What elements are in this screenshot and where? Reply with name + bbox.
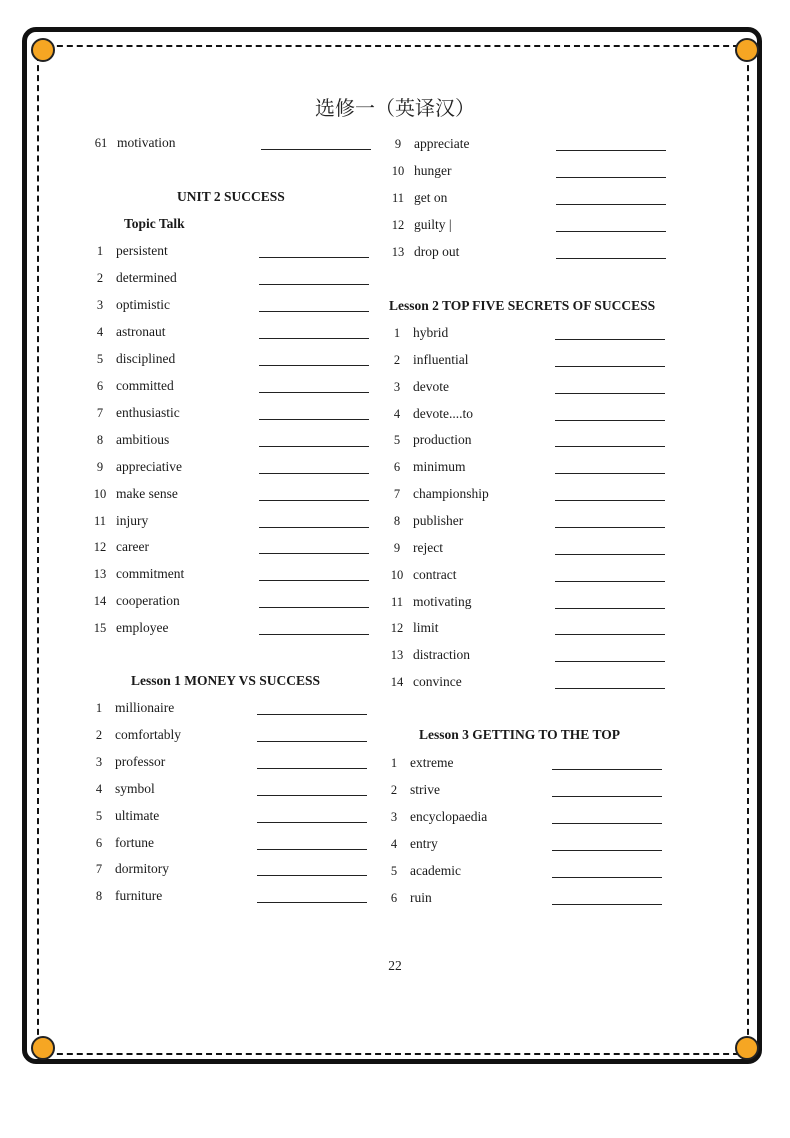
vocab-word: influential [413, 351, 469, 367]
vocab-word: motivation [117, 135, 176, 150]
item-number: 13 [390, 648, 404, 663]
item-number: 4 [393, 406, 401, 421]
answer-blank[interactable] [552, 769, 662, 770]
item-number: 12 [390, 621, 404, 636]
answer-blank[interactable] [259, 257, 369, 258]
item-number: 1 [95, 701, 103, 715]
vocab-word: enthusiastic [116, 404, 180, 420]
vocab-word: motivating [413, 593, 472, 609]
item-number: 10 [391, 164, 405, 178]
answer-blank[interactable] [556, 150, 666, 151]
item-number: 4 [95, 781, 103, 796]
answer-blank[interactable] [555, 581, 665, 582]
item-number: 2 [390, 782, 398, 797]
page-number: 22 [388, 958, 402, 973]
item-number: 10 [93, 486, 107, 501]
item-number: 4 [390, 836, 398, 851]
vocab-word: contract [413, 566, 457, 582]
vocab-word: drop out [414, 244, 460, 259]
vocab-word: disciplined [116, 350, 176, 366]
vocab-word: encyclopaedia [410, 808, 488, 824]
item-number: 2 [393, 352, 401, 367]
answer-blank[interactable] [257, 849, 367, 850]
item-number: 11 [391, 191, 405, 205]
answer-blank[interactable] [552, 877, 662, 878]
item-number: 2 [96, 270, 104, 285]
item-number: 11 [390, 594, 404, 609]
corner-dot-icon [735, 1036, 759, 1060]
vocab-word: employee [116, 620, 169, 636]
answer-blank[interactable] [555, 688, 665, 689]
answer-blank[interactable] [555, 473, 665, 474]
answer-blank[interactable] [552, 904, 662, 905]
answer-blank[interactable] [555, 366, 665, 367]
answer-blank[interactable] [259, 580, 369, 581]
vocab-word: publisher [413, 512, 464, 528]
answer-blank[interactable] [257, 795, 367, 796]
vocab-word: ultimate [115, 807, 160, 823]
topic-heading: Topic Talk [124, 216, 185, 231]
vocab-word: get on [414, 190, 448, 205]
vocab-word: cooperation [116, 593, 180, 609]
answer-blank[interactable] [259, 553, 369, 554]
vocab-word: millionaire [115, 700, 175, 715]
vocab-word: injury [116, 512, 149, 528]
answer-blank[interactable] [257, 875, 367, 876]
answer-blank[interactable] [259, 634, 369, 635]
unit-heading: UNIT 2 SUCCESS [177, 189, 285, 204]
vocab-word: appreciate [414, 136, 470, 151]
vocab-word: persistent [116, 243, 168, 258]
item-number: 5 [390, 863, 398, 878]
answer-blank[interactable] [259, 527, 369, 528]
answer-blank[interactable] [259, 500, 369, 501]
answer-blank[interactable] [555, 339, 665, 340]
item-number: 4 [96, 324, 104, 339]
item-number: 9 [394, 137, 402, 151]
page-title: 选修一（英译汉） [315, 96, 475, 120]
item-number: 1 [393, 326, 401, 340]
item-number: 7 [393, 487, 401, 502]
answer-blank[interactable] [556, 231, 666, 232]
answer-blank[interactable] [259, 607, 369, 608]
lesson3-heading: Lesson 3 GETTING TO THE TOP [419, 727, 620, 742]
vocab-word: fortune [115, 834, 154, 850]
item-number: 7 [95, 862, 103, 877]
item-number: 13 [391, 245, 405, 259]
item-number: 13 [93, 567, 107, 582]
item-number: 11 [93, 513, 107, 528]
item-number: 61 [94, 136, 108, 150]
vocab-word: devote....to [413, 405, 473, 421]
answer-blank[interactable] [555, 500, 665, 501]
vocab-word: championship [413, 486, 489, 502]
vocab-word: dormitory [115, 861, 169, 877]
item-number: 12 [391, 218, 405, 232]
vocab-word: symbol [115, 780, 155, 796]
item-number: 14 [390, 675, 404, 690]
vocab-word: commitment [116, 566, 185, 582]
item-number: 8 [393, 513, 401, 528]
answer-blank[interactable] [261, 149, 371, 150]
vocab-word: ruin [410, 889, 432, 905]
item-number: 15 [93, 621, 107, 636]
answer-blank[interactable] [556, 258, 666, 259]
answer-blank[interactable] [555, 446, 665, 447]
vocab-word: ambitious [116, 431, 170, 447]
answer-blank[interactable] [556, 177, 666, 178]
answer-blank[interactable] [259, 311, 369, 312]
vocab-word: hybrid [413, 325, 449, 340]
vocab-word: determined [116, 269, 177, 285]
vocab-word: academic [410, 862, 461, 878]
answer-blank[interactable] [555, 661, 665, 662]
item-number: 3 [95, 754, 103, 769]
corner-dot-icon [735, 38, 759, 62]
answer-blank[interactable] [555, 608, 665, 609]
item-number: 8 [96, 432, 104, 447]
answer-blank[interactable] [555, 420, 665, 421]
answer-blank[interactable] [555, 554, 665, 555]
vocab-word: guilty | [414, 217, 452, 232]
answer-blank[interactable] [259, 473, 369, 474]
answer-blank[interactable] [259, 365, 369, 366]
answer-blank[interactable] [555, 527, 665, 528]
vocab-word: strive [410, 781, 440, 797]
item-number: 3 [96, 297, 104, 312]
vocab-word: limit [413, 620, 439, 636]
item-number: 1 [96, 244, 104, 258]
answer-blank[interactable] [259, 419, 369, 420]
answer-blank[interactable] [257, 768, 367, 769]
answer-blank[interactable] [259, 392, 369, 393]
answer-blank[interactable] [552, 796, 662, 797]
item-number: 6 [393, 460, 401, 475]
vocab-word: career [116, 539, 149, 555]
vocab-word: production [413, 432, 472, 448]
vocab-word: reject [413, 539, 443, 555]
item-number: 5 [95, 808, 103, 823]
answer-blank[interactable] [257, 714, 367, 715]
answer-blank[interactable] [555, 634, 665, 635]
lesson2-heading: Lesson 2 TOP FIVE SECRETS OF SUCCESS [389, 298, 656, 313]
item-number: 14 [93, 594, 107, 609]
vocab-word: hunger [414, 163, 452, 178]
vocab-word: optimistic [116, 296, 170, 312]
item-number: 3 [390, 809, 398, 824]
item-number: 3 [393, 379, 401, 394]
vocab-word: minimum [413, 459, 466, 475]
item-number: 6 [390, 890, 398, 905]
item-number: 2 [95, 727, 103, 742]
corner-dot-icon [31, 1036, 55, 1060]
vocab-word: entry [410, 835, 438, 851]
item-number: 6 [95, 835, 103, 850]
item-number: 5 [393, 433, 401, 448]
answer-blank[interactable] [257, 822, 367, 823]
vocab-word: astronaut [116, 323, 166, 339]
answer-blank[interactable] [257, 902, 367, 903]
item-number: 1 [390, 756, 398, 770]
vocab-word: devote [413, 378, 449, 394]
item-number: 10 [390, 567, 404, 582]
vocab-word: extreme [410, 755, 454, 770]
vocab-word: comfortably [115, 726, 181, 742]
answer-blank[interactable] [552, 850, 662, 851]
answer-blank[interactable] [259, 338, 369, 339]
vocab-word: make sense [116, 485, 178, 501]
answer-blank[interactable] [259, 446, 369, 447]
item-number: 9 [393, 540, 401, 555]
vocab-word: professor [115, 753, 166, 769]
vocab-word: committed [116, 377, 174, 393]
item-number: 8 [95, 889, 103, 904]
vocab-word: appreciative [116, 458, 182, 474]
answer-blank[interactable] [257, 741, 367, 742]
item-number: 5 [96, 351, 104, 366]
vocab-word: furniture [115, 888, 163, 904]
item-number: 6 [96, 378, 104, 393]
vocab-word: distraction [413, 647, 470, 663]
answer-blank[interactable] [555, 393, 665, 394]
answer-blank[interactable] [259, 284, 369, 285]
item-number: 9 [96, 459, 104, 474]
answer-blank[interactable] [552, 823, 662, 824]
answer-blank[interactable] [556, 204, 666, 205]
vocab-word: convince [413, 674, 462, 690]
lesson1-heading: Lesson 1 MONEY VS SUCCESS [131, 673, 321, 688]
corner-dot-icon [31, 38, 55, 62]
item-number: 12 [93, 540, 107, 555]
item-number: 7 [96, 405, 104, 420]
